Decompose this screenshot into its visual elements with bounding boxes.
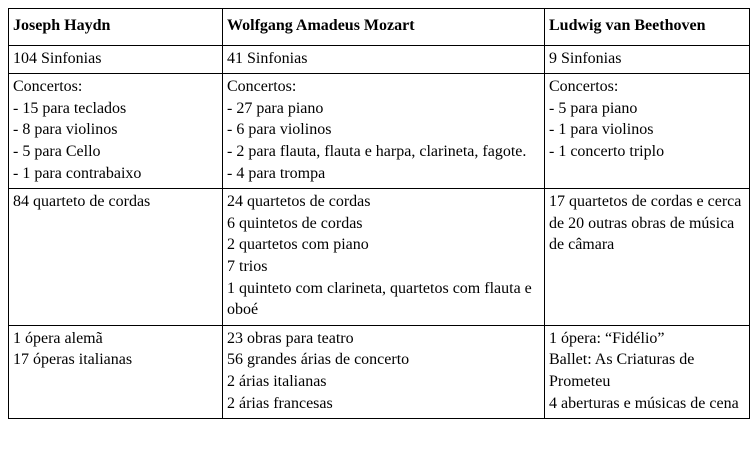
cell-line: - 6 para violinos — [227, 121, 332, 139]
cell-line: 23 obras para teatro — [227, 329, 354, 347]
cell-line: 7 trios — [227, 257, 268, 275]
cell-line: 2 árias francesas — [227, 394, 333, 412]
cell-line: 2 árias italianas — [227, 372, 327, 390]
cell-line: 56 grandes árias de concerto — [227, 351, 410, 369]
table-row — [9, 45, 750, 74]
cell-line: - 5 para piano — [549, 99, 638, 117]
cell-line: - 27 para piano — [227, 99, 324, 117]
cell-line: - 8 para violinos — [13, 121, 118, 139]
cell-line: 6 quintetos de cordas — [227, 214, 363, 232]
cell-line: 1 ópera: “Fidélio” — [549, 329, 665, 347]
header-row — [9, 9, 750, 46]
cell-line: 17 óperas italianas — [13, 351, 133, 369]
cell-line: - 15 para teclados — [13, 99, 127, 117]
cell-line: Concertos: — [13, 78, 83, 96]
cell-line: Ballet: As Criaturas de Prometeu — [549, 351, 699, 390]
header-mozart[interactable]: Wolfgang Amadeus Mozart — [223, 9, 545, 46]
table-row — [9, 74, 750, 189]
cell-line: 9 Sinfonias — [549, 49, 622, 67]
cell-line: Concertos: — [227, 78, 297, 96]
header-haydn[interactable]: Joseph Haydn — [9, 9, 223, 46]
cell-line: - 1 para contrabaixo — [13, 164, 142, 182]
cell-line: - 2 para flauta, flauta e harpa, clarineta, fagote. — [227, 142, 527, 160]
table-cell[interactable] — [9, 74, 223, 189]
table-cell[interactable] — [223, 45, 545, 74]
cell-line: 24 quartetos de cordas — [227, 193, 371, 211]
table-cell[interactable] — [223, 74, 545, 189]
table-cell[interactable] — [9, 325, 223, 418]
table-row — [9, 189, 750, 326]
cell-line: 17 quartetos de cordas e cerca de 20 outras obras de música de câmara — [549, 193, 746, 254]
table-cell[interactable] — [9, 189, 223, 326]
table-cell[interactable] — [545, 325, 750, 418]
cell-line: - 4 para trompa — [227, 164, 326, 182]
cell-line: Concertos: — [549, 78, 619, 96]
cell-line: 1 quinteto com clarineta, quartetos com flauta e oboé — [227, 279, 536, 319]
cell-line: - 1 para violinos — [549, 121, 654, 139]
cell-line: - 1 concerto triplo — [549, 142, 665, 160]
table-row — [9, 325, 750, 418]
table-cell[interactable] — [9, 45, 223, 74]
cell-line: - 5 para Cello — [13, 142, 101, 160]
table-cell[interactable] — [223, 189, 545, 326]
cell-line: 104 Sinfonias — [13, 49, 102, 67]
header-beethoven[interactable]: Ludwig van Beethoven — [545, 9, 750, 46]
cell-line: 1 ópera alemã — [13, 329, 103, 347]
cell-line: 4 aberturas e músicas de cena — [549, 394, 739, 412]
table-cell[interactable] — [545, 45, 750, 74]
cell-line: 41 Sinfonias — [227, 49, 308, 67]
cell-line: 84 quarteto de cordas — [13, 193, 151, 211]
composers-table — [8, 8, 750, 419]
table-cell[interactable] — [545, 74, 750, 189]
cell-line: 2 quartetos com piano — [227, 236, 369, 254]
table-cell[interactable] — [223, 325, 545, 418]
table-cell[interactable] — [545, 189, 750, 326]
